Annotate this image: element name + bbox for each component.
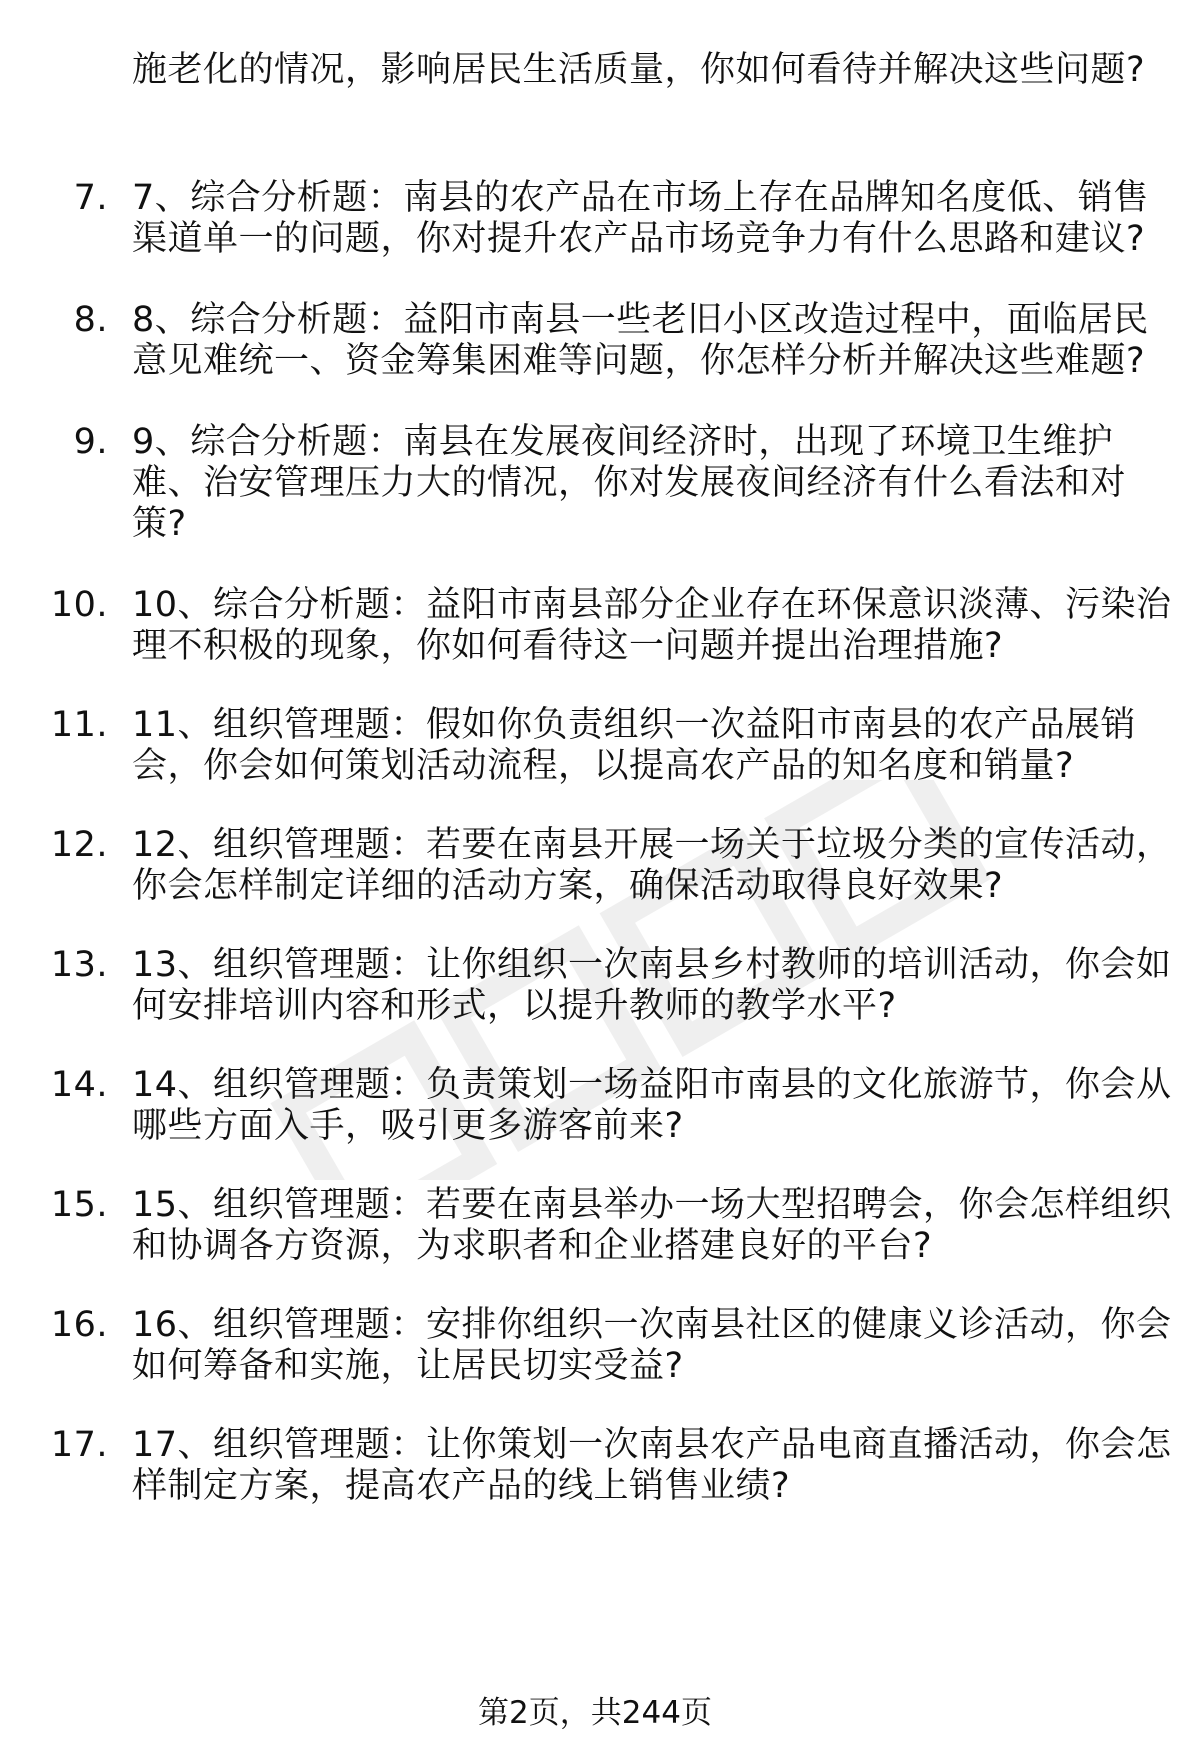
question-number: 15. (50, 1185, 108, 1225)
question-number: 17. (50, 1425, 108, 1465)
question-text: 7、综合分析题：南县的农产品在市场上存在品牌知名度低、销售渠道单一的问题，你对提升农产品市场竞争力有什么思路和建议? (132, 178, 1149, 259)
question-list (0, 178, 1190, 1545)
question-text: 14、组织管理题：负责策划一场益阳市南县的文化旅游节，你会从哪些方面入手，吸引更多游客前来? (132, 1065, 1172, 1146)
question-number: 7. (73, 178, 108, 218)
question-text: 13、组织管理题：让你组织一次南县乡村教师的培训活动，你会如何安排培训内容和形式，以提升教师的教学水平? (132, 945, 1172, 1026)
question-item (0, 825, 1190, 907)
question-item (0, 178, 1190, 260)
question-item (0, 1425, 1190, 1507)
question-number: 13. (50, 945, 108, 985)
question-text: 10、综合分析题：益阳市南县部分企业存在环保意识淡薄、污染治理不积极的现象，你如何看待这一问题并提出治理措施? (132, 585, 1172, 666)
question-number: 11. (50, 705, 108, 745)
question-number: 12. (50, 825, 108, 865)
question-item (0, 585, 1190, 667)
question-number: 16. (50, 1305, 108, 1345)
page-footer: 第2页，共244页 (478, 1695, 712, 1731)
continued-question-text: 施老化的情况，影响居民生活质量，你如何看待并解决这些问题? (132, 50, 1146, 90)
question-number: 10. (50, 585, 108, 625)
question-item (0, 1065, 1190, 1147)
question-text: 17、组织管理题：让你策划一次南县农产品电商直播活动，你会怎样制定方案，提高农产品的线上销售业绩? (132, 1425, 1172, 1506)
question-item (0, 1185, 1190, 1267)
question-item (0, 300, 1190, 382)
question-text: 8、综合分析题：益阳市南县一些老旧小区改造过程中，面临居民意见难统一、资金筹集困难等问题，你怎样分析并解决这些难题? (132, 300, 1149, 381)
question-item (0, 705, 1190, 787)
question-text: 11、组织管理题：假如你负责组织一次益阳市南县的农产品展销会，你会如何策划活动流程，以提高农产品的知名度和销量? (132, 705, 1137, 786)
question-number: 9. (73, 422, 108, 462)
question-number: 14. (50, 1065, 108, 1105)
question-text: 16、组织管理题：安排你组织一次南县社区的健康义诊活动，你会如何筹备和实施，让居民切实受益? (132, 1305, 1172, 1386)
question-number: 8. (73, 300, 108, 340)
question-item (0, 1305, 1190, 1387)
question-item (0, 945, 1190, 1027)
question-text: 12、组织管理题：若要在南县开展一场关于垃圾分类的宣传活动，你会怎样制定详细的活动方案，确保活动取得良好效果? (132, 825, 1172, 906)
question-text: 9、综合分析题：南县在发展夜间经济时，出现了环境卫生维护难、治安管理压力大的情况，你对发展夜间经济有什么看法和对策? (132, 422, 1127, 544)
question-text: 15、组织管理题：若要在南县举办一场大型招聘会，你会怎样组织和协调各方资源，为求职者和企业搭建良好的平台? (132, 1185, 1172, 1266)
question-item (0, 422, 1190, 545)
